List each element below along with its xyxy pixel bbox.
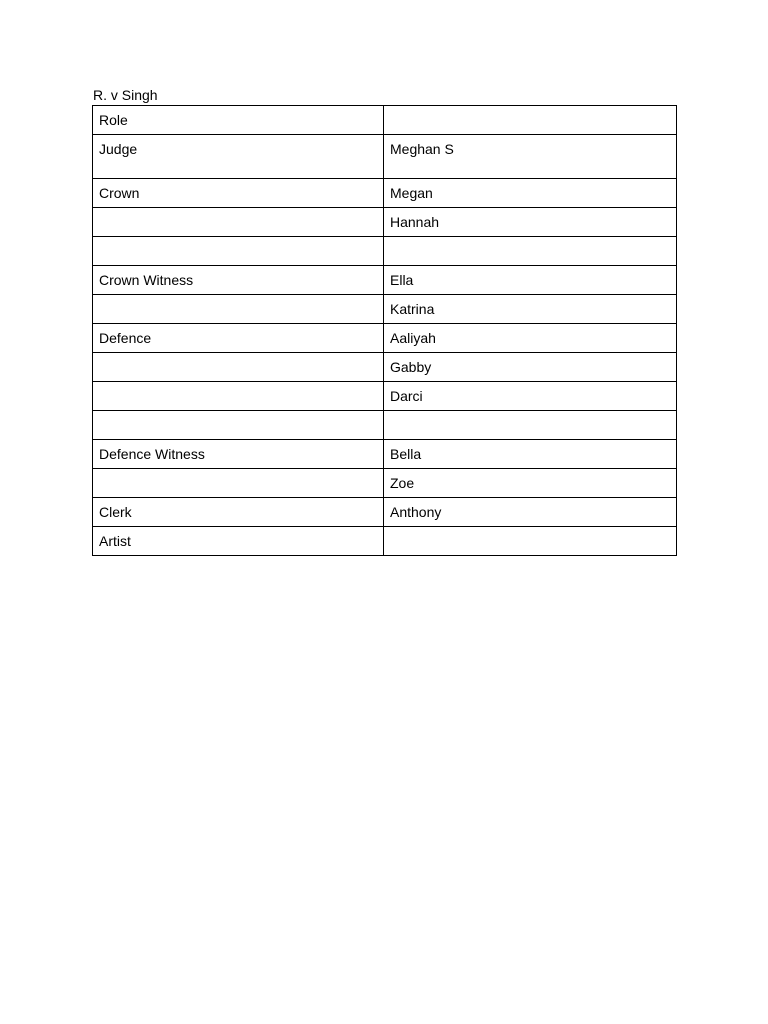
role-cell: Judge [93,135,384,179]
role-cell [93,353,384,382]
table-row [93,411,677,440]
role-cell [93,237,384,266]
roles-table [92,105,677,556]
role-cell: Crown Witness [93,266,384,295]
name-cell [384,106,677,135]
name-cell: Anthony [384,498,677,527]
name-cell: Zoe [384,469,677,498]
role-cell: Clerk [93,498,384,527]
role-cell: Artist [93,527,384,556]
table-row [93,179,677,208]
table-row [93,324,677,353]
document-title: R. v Singh [93,87,158,103]
name-cell [384,411,677,440]
table-row [93,135,677,179]
name-cell: Aaliyah [384,324,677,353]
role-cell: Crown [93,179,384,208]
name-cell: Katrina [384,295,677,324]
table-row [93,106,677,135]
role-cell [93,295,384,324]
role-cell: Defence Witness [93,440,384,469]
role-cell: Defence [93,324,384,353]
role-cell [93,382,384,411]
role-cell [93,469,384,498]
name-cell: Bella [384,440,677,469]
name-cell: Darci [384,382,677,411]
role-cell: Role [93,106,384,135]
name-cell: Ella [384,266,677,295]
table-row [93,382,677,411]
table-row [93,527,677,556]
table-row [93,237,677,266]
table-row [93,353,677,382]
name-cell [384,527,677,556]
table-row [93,295,677,324]
table-row [93,469,677,498]
role-cell [93,208,384,237]
name-cell [384,237,677,266]
table-row [93,498,677,527]
role-cell [93,411,384,440]
table-row [93,208,677,237]
name-cell: Hannah [384,208,677,237]
name-cell: Megan [384,179,677,208]
table-row [93,266,677,295]
table-row [93,440,677,469]
name-cell: Meghan S [384,135,677,179]
name-cell: Gabby [384,353,677,382]
